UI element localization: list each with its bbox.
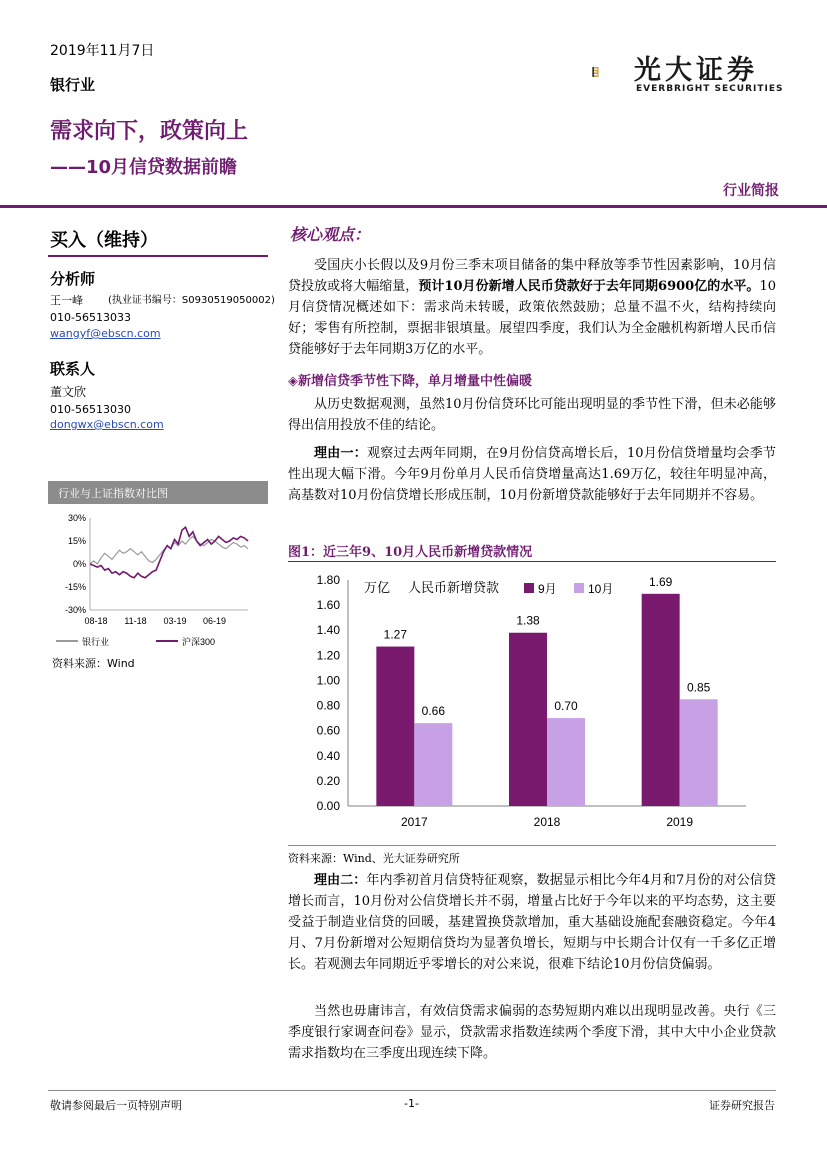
data-label: 0.66 (421, 704, 446, 719)
y-tick-label: 1.40 (316, 623, 340, 638)
contact-email-link[interactable]: dongwx@ebscn.com (50, 418, 164, 431)
figure-bottom-divider (288, 845, 776, 846)
legend-label: 10月 (588, 582, 614, 596)
mini-y-tick-label: 0% (72, 559, 86, 569)
mini-series-line-hs300 (90, 527, 248, 578)
history-paragraph: 从历史数据观测，虽然10月份信贷环比可能出现明显的季节性下滑，但未必能够得出信用投放不佳的结论。 (288, 397, 776, 433)
x-tick-label: 2018 (533, 815, 561, 829)
mini-y-tick-label: -30% (64, 605, 86, 615)
report-subtitle: ——10月信贷数据前瞻 (50, 157, 238, 178)
analyst-heading: 分析师 (50, 270, 96, 288)
legend-label: 9月 (538, 582, 557, 596)
intro-text-bold: 预计10月份新增人民币贷款好于去年同期6900亿的水平。 (418, 279, 760, 294)
footer-report-type: 证券研究报告 (709, 1099, 775, 1112)
mini-chart-source: 资料来源：Wind (52, 657, 135, 670)
intro-paragraph (288, 255, 776, 360)
mini-x-tick-label: 03-19 (163, 616, 187, 626)
reason-2-paragraph (288, 870, 776, 975)
intro-text-1: 受国庆小长假以及9月份三季末项目储备的集中释放等季节性因素影响，10月信贷投放或将大幅缩量， (288, 258, 776, 294)
reason-1-paragraph (288, 443, 776, 506)
y-tick-label: 0.20 (316, 773, 340, 788)
logo-text-cn: 光大证券 (634, 55, 758, 86)
y-tick-label: 0.60 (316, 723, 340, 738)
reason-2-label: 理由二： (314, 873, 367, 888)
analyst-phone: 010-56513033 (50, 311, 131, 324)
y-tick-label: 1.00 (316, 673, 340, 688)
page-number: -1- (404, 1097, 419, 1110)
analyst-email-link[interactable]: wangyf@ebscn.com (50, 327, 161, 340)
mini-y-tick-label: 30% (67, 513, 86, 523)
report-date: 2019年11月7日 (50, 43, 155, 59)
bar-sep-2019 (642, 594, 680, 806)
figure-1-title: 图1：近三年9、10月人民币新增贷款情况 (288, 545, 533, 560)
data-label: 0.70 (554, 699, 578, 714)
y-tick-label: 0.40 (316, 748, 340, 763)
x-tick-label: 2017 (400, 815, 428, 829)
chart-unit-label: 万亿 (364, 580, 391, 595)
mini-legend-label: 沪深300 (182, 637, 216, 647)
header-divider (0, 205, 827, 208)
mini-chart-caption: 行业与上证指数对比图 (48, 481, 268, 504)
y-tick-label: 1.80 (316, 573, 340, 587)
data-label: 1.27 (383, 627, 408, 642)
mini-y-tick-label: -15% (64, 582, 86, 592)
mini-x-tick-label: 11-18 (124, 616, 147, 626)
industry-label: 银行业 (50, 76, 96, 94)
reason-2-text: 年内季初首月信贷特征观察，数据显示相比今年4月和7月份的对公信贷增长而言，10月份对公信贷增长并不弱，增量占比好于今年以来的平均态势，这主要受益于制造业信贷的回暖，基建置换贷款增加，重大基础设施配套融资稳定。今年4月、7月份新增对公短期信贷均为显著负增长，短期与中长期合计仅有一千多亿正增长。若观测去年同期近乎零增长的对公来说，很难下结论10月份信贷偏弱。 (288, 873, 776, 972)
bar-oct-2018 (547, 718, 585, 806)
data-label: 1.38 (516, 613, 540, 628)
mini-legend-label: 银行业 (82, 637, 110, 647)
figure-divider (288, 561, 776, 562)
data-label: 0.85 (686, 680, 711, 695)
core-view-heading: 核心观点： (290, 225, 371, 244)
analyst-name: 王一峰 (50, 294, 83, 307)
industry-vs-index-chart (48, 508, 268, 653)
reason-1-text: 观察过去两年同期，在9月份信贷高增长后，10月份信贷增量均会季节性出现大幅下滑。今年9月份单月人民币信贷增量高达1.69万亿，较往年明显冲高，高基数对10月份信贷增长形成压制，10月份新增贷款能够好于去年同期并不容易。 (288, 446, 776, 503)
y-tick-label: 0.00 (316, 799, 340, 813)
intro-text-2: 10月信贷情况概述如下：需求尚未转暖，政策依然鼓励；总量不温不火，结构持续向好；零售有所控制，票据非银填量。展望四季度，我们认为全金融机构新增人民币信贷能够好于去年同期3万亿的水平。 (288, 279, 776, 357)
x-tick-label: 2019 (666, 815, 694, 829)
legend-swatch (524, 583, 534, 593)
y-tick-label: 1.60 (316, 598, 340, 613)
footer-divider (48, 1090, 776, 1091)
mini-y-tick-label: 15% (67, 536, 86, 546)
legend-swatch (574, 583, 584, 593)
rating: 买入（维持） (50, 230, 158, 251)
data-label: 1.69 (648, 574, 673, 589)
section-heading: ◈新增信贷季节性下降，单月增量中性偏暖 (288, 374, 532, 389)
everbright-logo-icon (592, 46, 630, 98)
new-loans-bar-chart (296, 566, 766, 834)
reason-1-label: 理由一： (314, 446, 367, 461)
contact-heading: 联系人 (50, 360, 96, 378)
bar-oct-2019 (680, 699, 718, 806)
bar-sep-2017 (376, 647, 414, 806)
bar-oct-2017 (414, 723, 452, 806)
y-tick-label: 0.80 (316, 698, 340, 713)
report-type: 行业简报 (723, 183, 779, 199)
contact-phone: 010-56513030 (50, 403, 131, 416)
logo-text-en: EVERBRIGHT SECURITIES (636, 84, 784, 94)
sidebar-divider (48, 255, 268, 257)
mini-x-tick-label: 08-18 (84, 616, 108, 626)
figure-1-source: 资料来源：Wind、光大证券研究所 (288, 852, 460, 865)
conclusion-paragraph: 当然也毋庸讳言，有效信贷需求偏弱的态势短期内难以出现明显改善。央行《三季度银行家调查问卷》显示，贷款需求指数连续两个季度下滑，其中大中小企业贷款需求指数均在三季度出现连续下降。 (288, 1004, 776, 1061)
footer-disclaimer: 敬请参阅最后一页特别声明 (50, 1099, 182, 1112)
contact-name: 董文欣 (50, 385, 87, 399)
report-title: 需求向下，政策向上 (50, 119, 249, 144)
analyst-cert: (执业证书编号：S0930519050002) (108, 295, 275, 306)
mini-x-tick-label: 06-19 (202, 616, 227, 626)
bar-sep-2018 (509, 633, 547, 806)
y-tick-label: 1.20 (316, 648, 340, 663)
chart-title: 人民币新增贷款 (408, 581, 500, 596)
